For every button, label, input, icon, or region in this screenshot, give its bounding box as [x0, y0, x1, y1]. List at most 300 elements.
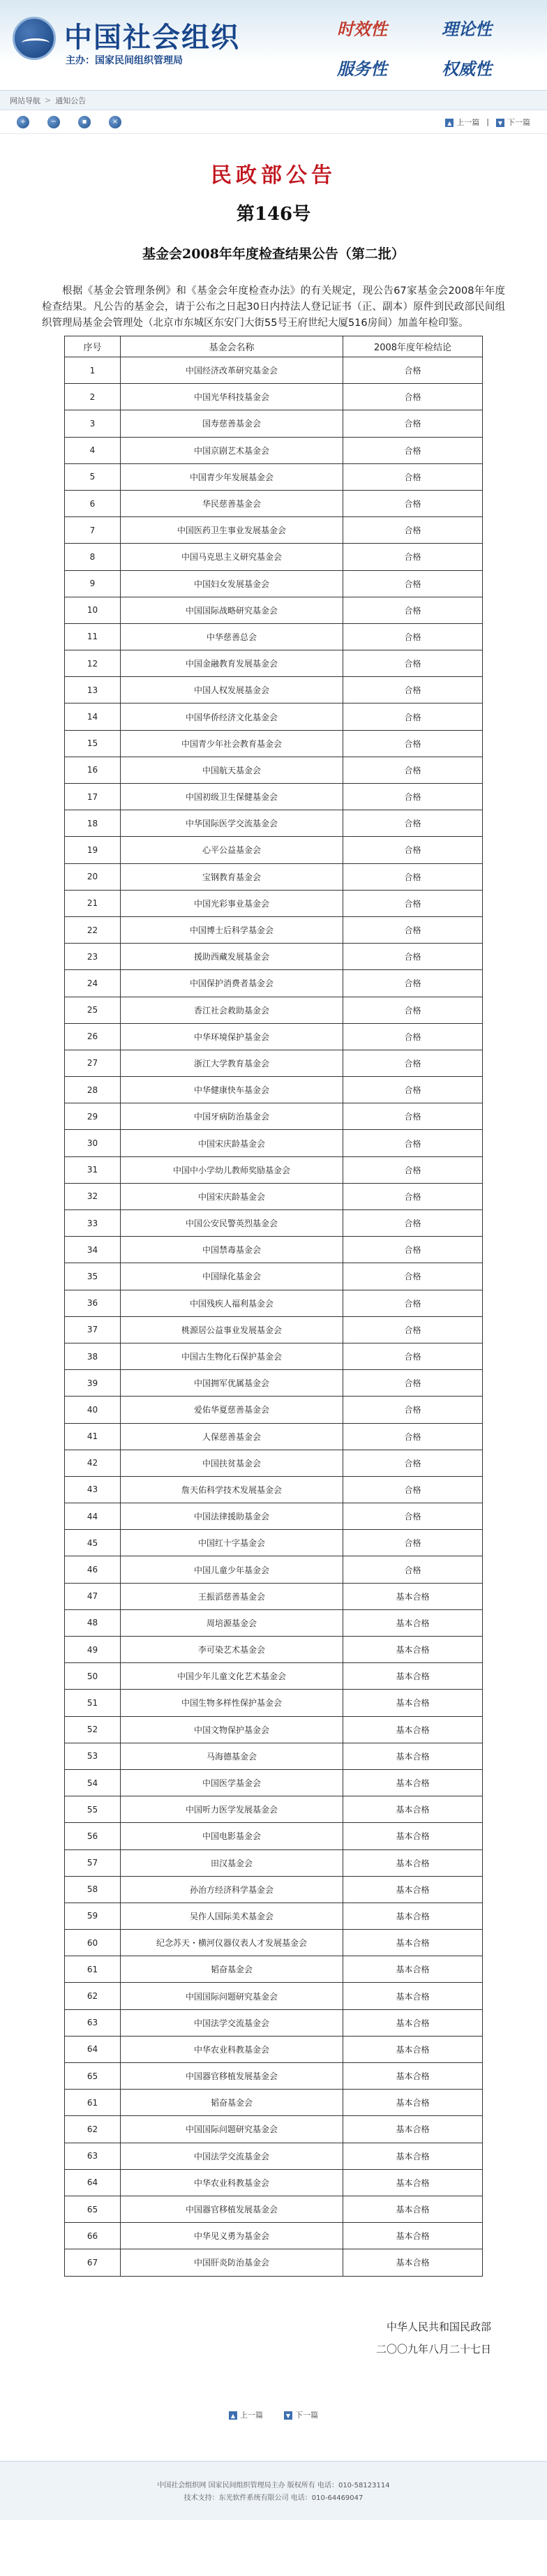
column-header-name: 基金会名称 [121, 336, 343, 357]
table-row [65, 517, 483, 544]
foundation-name: 中国残疾人福利基金会 [121, 1290, 343, 1316]
inspection-result: 合格 [343, 597, 483, 623]
foundation-name: 中国肝炎防治基金会 [121, 2249, 343, 2276]
table-row [65, 597, 483, 623]
foundation-name: 中国红十字基金会 [121, 1530, 343, 1556]
prev-article-label: 上一篇 [456, 117, 480, 127]
table-row [65, 1983, 483, 2009]
inspection-result: 基本合格 [343, 1983, 483, 2009]
close-icon[interactable]: × [109, 116, 121, 128]
site-header [0, 0, 547, 91]
foundation-name: 中国医药卫生事业发展基金会 [121, 517, 343, 544]
foundation-name: 李可染艺术基金会 [121, 1637, 343, 1663]
table-header-row [65, 336, 483, 357]
row-index: 27 [65, 1050, 121, 1076]
row-index: 62 [65, 2116, 121, 2143]
table-row [65, 544, 483, 570]
foundation-name: 心平公益基金会 [121, 837, 343, 863]
table-row [65, 916, 483, 943]
table-row [65, 1343, 483, 1369]
zoom-in-icon[interactable]: + [17, 116, 29, 128]
table-row [65, 2036, 483, 2062]
table-row [65, 490, 483, 516]
slogan-4: 权威性 [442, 59, 492, 79]
table-row [65, 1050, 483, 1076]
table-row [65, 810, 483, 837]
inspection-result: 合格 [343, 1397, 483, 1423]
foundation-name: 詹天佑科学技术发展基金会 [121, 1476, 343, 1503]
table-row [65, 1690, 483, 1716]
row-index: 55 [65, 1796, 121, 1823]
inspection-result: 合格 [343, 1370, 483, 1397]
foundation-name: 中国牙病防治基金会 [121, 1103, 343, 1130]
row-index: 39 [65, 1370, 121, 1397]
row-index: 33 [65, 1210, 121, 1237]
row-index: 64 [65, 2036, 121, 2062]
arrow-up-icon: ▲ [445, 119, 454, 127]
inspection-result: 合格 [343, 1183, 483, 1209]
foundation-name: 中国马克思主义研究基金会 [121, 544, 343, 570]
slogans [310, 15, 519, 80]
table-row [65, 1503, 483, 1530]
table-row [65, 437, 483, 463]
foundation-name: 中国初级卫生保健基金会 [121, 784, 343, 810]
column-header-index: 序号 [65, 336, 121, 357]
row-index: 49 [65, 1637, 121, 1663]
inspection-result: 基本合格 [343, 2223, 483, 2249]
inspection-result: 基本合格 [343, 1769, 483, 1796]
table-row [65, 1930, 483, 1956]
foundation-name: 中国法学交流基金会 [121, 2009, 343, 2036]
site-name[interactable]: 中国社会组织 [64, 21, 240, 54]
table-row [65, 2169, 483, 2196]
table-row [65, 730, 483, 757]
row-index: 45 [65, 1530, 121, 1556]
foundation-name: 中国光彩事业基金会 [121, 890, 343, 916]
table-row [65, 1743, 483, 1769]
table-row [65, 1290, 483, 1316]
row-index: 42 [65, 1450, 121, 1476]
announcement-number: 第146号 [236, 204, 311, 225]
row-index: 59 [65, 1903, 121, 1929]
inspection-result: 合格 [343, 1450, 483, 1476]
row-index: 58 [65, 1876, 121, 1903]
row-index: 48 [65, 1609, 121, 1636]
row-index: 63 [65, 2009, 121, 2036]
announcement-title: 基金会2008年年度检查结果公告（第二批） [142, 246, 405, 262]
site-subtitle: 主办：国家民间组织管理局 [66, 55, 183, 66]
inspection-result: 合格 [343, 890, 483, 916]
table-row [65, 1130, 483, 1156]
table-row [65, 1210, 483, 1237]
foundation-name: 田汉基金会 [121, 1849, 343, 1876]
foundation-name: 中国文物保护基金会 [121, 1716, 343, 1743]
next-article-label: 下一篇 [507, 117, 530, 127]
inspection-result: 合格 [343, 1210, 483, 1237]
site-logo-icon[interactable] [13, 17, 56, 60]
foundation-name: 中国国际问题研究基金会 [121, 2116, 343, 2143]
inspection-result: 合格 [343, 623, 483, 650]
row-index: 26 [65, 1023, 121, 1050]
foundation-name: 吴作人国际美术基金会 [121, 1903, 343, 1929]
bottom-prev-label: 上一篇 [240, 2410, 263, 2420]
row-index: 20 [65, 863, 121, 890]
table-row [65, 970, 483, 997]
prev-article-link[interactable] [445, 117, 479, 128]
table-row [65, 1237, 483, 1263]
row-index: 61 [65, 2090, 121, 2116]
row-index: 46 [65, 1556, 121, 1583]
row-index: 35 [65, 1263, 121, 1290]
foundation-name: 中国宋庆龄基金会 [121, 1130, 343, 1156]
table-row [65, 410, 483, 437]
inspection-result: 基本合格 [343, 2143, 483, 2169]
row-index: 67 [65, 2249, 121, 2276]
inspection-result: 合格 [343, 1556, 483, 1583]
row-index: 9 [65, 570, 121, 597]
inspection-result: 合格 [343, 1050, 483, 1076]
row-index: 16 [65, 757, 121, 783]
inspection-result: 合格 [343, 784, 483, 810]
foundation-name: 华民慈善基金会 [121, 490, 343, 516]
row-index: 52 [65, 1716, 121, 1743]
article-content [0, 134, 547, 2420]
table-row [65, 2063, 483, 2090]
table-row [65, 944, 483, 970]
row-index: 8 [65, 544, 121, 570]
foundation-name: 中国华侨经济文化基金会 [121, 703, 343, 730]
inspection-result: 基本合格 [343, 2009, 483, 2036]
foundation-name: 中国古生物化石保护基金会 [121, 1343, 343, 1369]
slogan-2: 理论性 [442, 19, 492, 39]
foundation-name: 中国京剧艺术基金会 [121, 437, 343, 463]
next-article-link[interactable] [496, 117, 530, 128]
foundation-name: 宝钢教育基金会 [121, 863, 343, 890]
foundation-name: 中国少年儿童文化艺术基金会 [121, 1663, 343, 1690]
inspection-result: 基本合格 [343, 1823, 483, 1849]
row-index: 43 [65, 1476, 121, 1503]
row-index: 40 [65, 1397, 121, 1423]
inspection-result: 合格 [343, 1263, 483, 1290]
inspection-result: 基本合格 [343, 1663, 483, 1690]
inspection-result: 合格 [343, 757, 483, 783]
inspection-result: 合格 [343, 997, 483, 1023]
foundation-name: 中国青少年发展基金会 [121, 463, 343, 490]
foundation-name: 中华健康快车基金会 [121, 1077, 343, 1103]
foundation-name: 中国国际问题研究基金会 [121, 1983, 343, 2009]
foundation-name: 浙江大学教育基金会 [121, 1050, 343, 1076]
table-row [65, 2090, 483, 2116]
zoom-out-icon[interactable]: − [47, 116, 60, 128]
row-index: 19 [65, 837, 121, 863]
row-index: 44 [65, 1503, 121, 1530]
inspection-result: 基本合格 [343, 1849, 483, 1876]
inspection-result: 合格 [343, 437, 483, 463]
breadcrumb-home[interactable]: 网站导航 [10, 96, 40, 105]
inspection-result: 基本合格 [343, 1876, 483, 1903]
inspection-result: 合格 [343, 463, 483, 490]
row-index: 25 [65, 997, 121, 1023]
row-index: 34 [65, 1237, 121, 1263]
table-row [65, 2196, 483, 2222]
inspection-result: 合格 [343, 730, 483, 757]
table-row [65, 1530, 483, 1556]
row-index: 64 [65, 2169, 121, 2196]
row-index: 37 [65, 1316, 121, 1343]
foundation-name: 中华农业科教基金会 [121, 2036, 343, 2062]
foundation-name: 香江社会救助基金会 [121, 997, 343, 1023]
footer-line-2: 技术支持：东光软件系统有限公司 电话：010-64469047 [183, 2494, 364, 2502]
table-row [65, 1023, 483, 1050]
foundation-name: 中国法律援助基金会 [121, 1503, 343, 1530]
foundation-name: 中国器官移植发展基金会 [121, 2063, 343, 2090]
row-index: 66 [65, 2223, 121, 2249]
bottom-prev-link[interactable] [229, 2409, 263, 2420]
row-index: 13 [65, 677, 121, 703]
foundation-name: 中国博士后科学基金会 [121, 916, 343, 943]
foundation-name: 中国拥军优属基金会 [121, 1370, 343, 1397]
table-row [65, 384, 483, 410]
foundation-name: 中华国际医学交流基金会 [121, 810, 343, 837]
inspection-result: 合格 [343, 357, 483, 384]
table-row [65, 1103, 483, 1130]
inspection-result: 合格 [343, 1290, 483, 1316]
inspection-result: 合格 [343, 490, 483, 516]
inspection-result: 合格 [343, 1530, 483, 1556]
inspection-result: 合格 [343, 1130, 483, 1156]
row-index: 28 [65, 1077, 121, 1103]
inspection-result: 基本合格 [343, 2116, 483, 2143]
toolbar [0, 110, 547, 134]
results-table [64, 336, 483, 2277]
bottom-next-label: 下一篇 [295, 2410, 318, 2420]
bottom-pager [42, 2409, 505, 2420]
inspection-result: 合格 [343, 1316, 483, 1343]
inspection-result: 基本合格 [343, 1903, 483, 1929]
foundation-name: 纪念苏天・横河仪器仪表人才发展基金会 [121, 1930, 343, 1956]
inspection-result: 合格 [343, 1156, 483, 1183]
row-index: 41 [65, 1423, 121, 1450]
signature-block [42, 2316, 505, 2360]
foundation-name: 援助西藏发展基金会 [121, 944, 343, 970]
foundation-name: 韬奋基金会 [121, 1956, 343, 1983]
inspection-result: 合格 [343, 703, 483, 730]
row-index: 54 [65, 1769, 121, 1796]
table-row [65, 1423, 483, 1450]
inspection-result: 基本合格 [343, 2063, 483, 2090]
row-index: 61 [65, 1956, 121, 1983]
foundation-name: 王振滔慈善基金会 [121, 1583, 343, 1609]
print-icon[interactable]: ▪ [78, 116, 91, 128]
table-row [65, 2009, 483, 2036]
row-index: 22 [65, 916, 121, 943]
table-row [65, 1556, 483, 1583]
inspection-result: 合格 [343, 570, 483, 597]
breadcrumb-separator: > [45, 96, 52, 105]
inspection-result: 合格 [343, 1476, 483, 1503]
foundation-name: 中国电影基金会 [121, 1823, 343, 1849]
foundation-name: 中国航天基金会 [121, 757, 343, 783]
inspection-result: 合格 [343, 1103, 483, 1130]
foundation-name: 中国法学交流基金会 [121, 2143, 343, 2169]
table-row [65, 703, 483, 730]
row-index: 51 [65, 1690, 121, 1716]
table-row [65, 1183, 483, 1209]
inspection-result: 合格 [343, 544, 483, 570]
inspection-result: 基本合格 [343, 1583, 483, 1609]
row-index: 57 [65, 1849, 121, 1876]
foundation-name: 孙治方经济科学基金会 [121, 1876, 343, 1903]
foundation-name: 中华慈善总会 [121, 623, 343, 650]
row-index: 29 [65, 1103, 121, 1130]
row-index: 15 [65, 730, 121, 757]
inspection-result: 合格 [343, 837, 483, 863]
table-row [65, 570, 483, 597]
inspection-result: 基本合格 [343, 2090, 483, 2116]
footer-line-1: 中国社会组织网 国家民间组织管理局主办 版权所有 电话：010-58123114 [157, 2481, 390, 2489]
row-index: 32 [65, 1183, 121, 1209]
row-index: 24 [65, 970, 121, 997]
foundation-name: 中国听力医学发展基金会 [121, 1796, 343, 1823]
bottom-next-link[interactable] [284, 2409, 318, 2420]
inspection-result: 合格 [343, 1077, 483, 1103]
foundation-name: 中国公安民警英烈基金会 [121, 1210, 343, 1237]
row-index: 38 [65, 1343, 121, 1369]
inspection-result: 合格 [343, 384, 483, 410]
table-row [65, 463, 483, 490]
pager-separator: | [486, 117, 489, 126]
foundation-name: 中华环境保护基金会 [121, 1023, 343, 1050]
column-header-result: 2008年度年检结论 [343, 336, 483, 357]
inspection-result: 合格 [343, 810, 483, 837]
table-row [65, 1316, 483, 1343]
table-row [65, 2143, 483, 2169]
row-index: 5 [65, 463, 121, 490]
row-index: 36 [65, 1290, 121, 1316]
row-index: 65 [65, 2063, 121, 2090]
inspection-result: 合格 [343, 677, 483, 703]
announcement-intro: 根据《基金会管理条例》和《基金会年度检查办法》的有关规定，现公告67家基金会2008年年度检查结果。凡公告的基金会，请于公布之日起30日内持法人登记证书（正、副本）原件到民政部民间组织管理局基金会管理处（北京市东城区东安门大街55号王府世纪大厦516房间）加盖年检印鉴。 [42, 285, 505, 329]
foundation-name: 中国光华科技基金会 [121, 384, 343, 410]
row-index: 31 [65, 1156, 121, 1183]
announcement-heading: 民政部公告 [211, 163, 336, 188]
table-row [65, 757, 483, 783]
row-index: 47 [65, 1583, 121, 1609]
tool-icons [17, 116, 121, 128]
foundation-name: 中国儿童少年基金会 [121, 1556, 343, 1583]
inspection-result: 基本合格 [343, 2036, 483, 2062]
table-row [65, 1370, 483, 1397]
foundation-name: 中国国际战略研究基金会 [121, 597, 343, 623]
row-index: 11 [65, 623, 121, 650]
table-row [65, 1077, 483, 1103]
inspection-result: 合格 [343, 1023, 483, 1050]
arrow-down-icon: ▼ [284, 2411, 292, 2420]
row-index: 62 [65, 1983, 121, 2009]
row-index: 7 [65, 517, 121, 544]
table-row [65, 1263, 483, 1290]
inspection-result: 合格 [343, 863, 483, 890]
table-row [65, 1823, 483, 1849]
inspection-result: 合格 [343, 944, 483, 970]
table-row [65, 1956, 483, 1983]
slogan-1: 时效性 [337, 19, 387, 39]
signature-org: 中华人民共和国民政部 [386, 2320, 491, 2333]
signature-date: 二〇〇九年八月二十七日 [375, 2342, 491, 2355]
foundation-name: 中国生物多样性保护基金会 [121, 1690, 343, 1716]
table-row [65, 863, 483, 890]
inspection-result: 基本合格 [343, 1716, 483, 1743]
table-row [65, 357, 483, 384]
row-index: 18 [65, 810, 121, 837]
foundation-name: 人保慈善基金会 [121, 1423, 343, 1450]
table-row [65, 1609, 483, 1636]
inspection-result: 基本合格 [343, 1743, 483, 1769]
row-index: 14 [65, 703, 121, 730]
table-row [65, 1769, 483, 1796]
foundation-name: 中国器官移植发展基金会 [121, 2196, 343, 2222]
table-row [65, 1849, 483, 1876]
row-index: 12 [65, 650, 121, 677]
site-footer [0, 2461, 547, 2520]
row-index: 1 [65, 357, 121, 384]
foundation-name: 中国禁毒基金会 [121, 1237, 343, 1263]
table-row [65, 997, 483, 1023]
inspection-result: 基本合格 [343, 1956, 483, 1983]
row-index: 65 [65, 2196, 121, 2222]
table-row [65, 1716, 483, 1743]
table-row [65, 1156, 483, 1183]
row-index: 53 [65, 1743, 121, 1769]
breadcrumb-current[interactable]: 通知公告 [55, 96, 87, 105]
foundation-name: 中国宋庆龄基金会 [121, 1183, 343, 1209]
row-index: 63 [65, 2143, 121, 2169]
row-index: 60 [65, 1930, 121, 1956]
row-index: 10 [65, 597, 121, 623]
inspection-result: 基本合格 [343, 1930, 483, 1956]
foundation-name: 中华见义勇为基金会 [121, 2223, 343, 2249]
row-index: 21 [65, 890, 121, 916]
foundation-name: 周培源基金会 [121, 1609, 343, 1636]
table-row [65, 1476, 483, 1503]
inspection-result: 合格 [343, 970, 483, 997]
row-index: 23 [65, 944, 121, 970]
table-row [65, 677, 483, 703]
table-row [65, 1876, 483, 1903]
arrow-up-icon: ▲ [229, 2411, 237, 2420]
inspection-result: 合格 [343, 410, 483, 437]
foundation-name: 中国医学基金会 [121, 1769, 343, 1796]
inspection-result: 基本合格 [343, 2169, 483, 2196]
table-row [65, 623, 483, 650]
inspection-result: 基本合格 [343, 1609, 483, 1636]
inspection-result: 基本合格 [343, 1690, 483, 1716]
table-row [65, 2249, 483, 2276]
inspection-result: 基本合格 [343, 1796, 483, 1823]
table-row [65, 1903, 483, 1929]
table-row [65, 1663, 483, 1690]
row-index: 2 [65, 384, 121, 410]
table-row [65, 837, 483, 863]
foundation-name: 中华农业科教基金会 [121, 2169, 343, 2196]
table-row [65, 1583, 483, 1609]
table-row [65, 1796, 483, 1823]
foundation-name: 中国扶贫基金会 [121, 1450, 343, 1476]
inspection-result: 基本合格 [343, 2249, 483, 2276]
foundation-name: 国寿慈善基金会 [121, 410, 343, 437]
foundation-name: 中国中小学幼儿教师奖励基金会 [121, 1156, 343, 1183]
table-row [65, 784, 483, 810]
